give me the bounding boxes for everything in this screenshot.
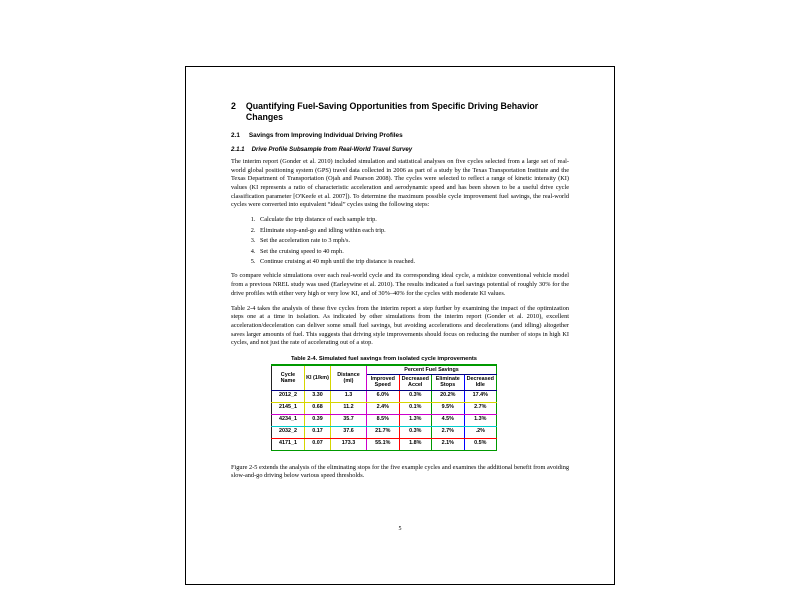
fuel-savings-table — [271, 364, 497, 451]
subcolumn-header: Improved Speed — [367, 375, 400, 390]
table-cell: 4171_1 — [272, 438, 305, 450]
list-item: 1. Calculate the trip distance of each sample trip. — [257, 216, 569, 223]
table-cell: 6.0% — [367, 390, 400, 402]
table-cell: 2.7% — [464, 402, 497, 414]
table-row — [272, 438, 497, 450]
span-header: Percent Fuel Savings — [367, 365, 497, 375]
table-cell: 2.1% — [432, 438, 465, 450]
subcolumn-header: Decreased Idle — [464, 375, 497, 390]
table-cell: 3.30 — [305, 390, 331, 402]
chapter-heading — [231, 101, 569, 123]
subsection-title: Drive Profile Subsample from Real-World Travel Survey — [251, 145, 413, 153]
chapter-title: Quantifying Fuel-Saving Opportunities from Specific Driving Behavior Changes — [245, 101, 539, 122]
table-cell: 17.4% — [464, 390, 497, 402]
subsection-heading — [231, 146, 569, 153]
chapter-number: 2 — [231, 101, 236, 111]
table-cell: 2032_2 — [272, 426, 305, 438]
table-cell: 173.3 — [331, 438, 367, 450]
table-row — [272, 414, 497, 426]
list-item: 3. Set the acceleration rate to 3 mph/s. — [257, 237, 569, 244]
paragraph-figure-reference: Figure 2-5 extends the analysis of the eliminating stops for the five example cycles and examines the additional benefit from avoiding slow-and-go driving below various speed thresholds. — [231, 463, 569, 480]
table-row — [272, 390, 497, 402]
table-cell: 1.3 — [331, 390, 367, 402]
table-cell: 0.68 — [305, 402, 331, 414]
ideal-cycle-steps-list — [231, 216, 569, 265]
subcolumn-header: Eliminate Stops — [432, 375, 465, 390]
table-cell: 55.1% — [367, 438, 400, 450]
table-cell: 4.5% — [432, 414, 465, 426]
table-cell: 0.17 — [305, 426, 331, 438]
table-cell: 2.4% — [367, 402, 400, 414]
table-cell: 0.39 — [305, 414, 331, 426]
table-body — [272, 390, 497, 450]
table-cell: 1.8% — [399, 438, 432, 450]
section-heading — [231, 132, 569, 139]
table-row — [272, 426, 497, 438]
table-cell: 35.7 — [331, 414, 367, 426]
table-cell: 20.2% — [432, 390, 465, 402]
table-cell: 0.3% — [399, 390, 432, 402]
table-header — [272, 365, 497, 390]
column-header: KI (1/km) — [305, 365, 331, 390]
table-cell: 21.7% — [367, 426, 400, 438]
subsection-number: 2.1.1 — [231, 145, 245, 153]
table-cell: 9.5% — [432, 402, 465, 414]
table-cell: 0.5% — [464, 438, 497, 450]
section-title: Savings from Improving Individual Driving Profiles — [248, 131, 403, 139]
subcolumn-header: Decreased Accel — [399, 375, 432, 390]
page-number: 5 — [398, 526, 402, 532]
column-header: Distance (mi) — [331, 365, 367, 390]
table-cell: 0.1% — [399, 402, 432, 414]
table-cell: 8.5% — [367, 414, 400, 426]
table-cell: 2145_1 — [272, 402, 305, 414]
table-cell: .2% — [464, 426, 497, 438]
paragraph-intro: The interim report (Gonder et al. 2010) included simulation and statistical analyses on five cycles selected from a large set of real-world global positioning system (GPS) travel data collected in 2006 as part of a study by the Texas Transportation Institute and the Texas Department of Transportation (Ojah and Pearson 2008). The cycles were selected to reflect a range of kinetic intensity (KI) values (KI represents a ratio of characteristic acceleration and aerodynamic speed and has been shown to be a useful drive cycle classification parameter [O'Keefe et al. 2007]). To determine the maximum possible cycle improvement fuel savings, the real-world cycles were converted into equivalent “ideal” cycles using the following steps: — [231, 157, 569, 209]
column-header: Cycle Name — [272, 365, 305, 390]
list-item: 5. Continue cruising at 40 mph until the trip distance is reached. — [257, 258, 569, 265]
table-cell: 2012_2 — [272, 390, 305, 402]
table-cell: 11.2 — [331, 402, 367, 414]
list-item: 4. Set the cruising speed to 40 mph. — [257, 248, 569, 255]
table-cell: 0.07 — [305, 438, 331, 450]
table-cell: 2.7% — [432, 426, 465, 438]
table-cell: 1.3% — [464, 414, 497, 426]
table-row — [272, 402, 497, 414]
table-cell: 4234_1 — [272, 414, 305, 426]
table-cell: 1.3% — [399, 414, 432, 426]
list-item: 2. Eliminate stop-and-go and idling within each trip. — [257, 227, 569, 234]
section-number: 2.1 — [231, 131, 240, 139]
table-cell: 0.3% — [399, 426, 432, 438]
paragraph-table-discussion: Table 2-4 takes the analysis of these five cycles from the interim report a step further by examining the impact of the optimization steps one at a time in isolation. As indicated by other simulations from the interim report (Gonder et al. 2010), excellent acceleration/deceleration can deliver some small fuel savings, but avoiding accelerations and decelerations (and idling) altogether saves larger amounts of fuel. This suggests that driving style improvements should focus on reducing the number of stops in high KI cycles, and not just the rate of accelerating out of a stop. — [231, 304, 569, 347]
table-cell: 37.6 — [331, 426, 367, 438]
table-caption: Table 2-4. Simulated fuel savings from isolated cycle improvements — [290, 355, 478, 362]
document-page — [185, 66, 615, 585]
paragraph-simulation-results: To compare vehicle simulations over each real-world cycle and its corresponding ideal cycle, a midsize conventional vehicle model from a previous NREL study was used (Earleywine et al. 2010). The results indicated a fuel savings potential of roughly 30% for the drive profiles with either very high or very low KI, and of 30%–40% for the cycles with moderate KI values. — [231, 272, 569, 297]
